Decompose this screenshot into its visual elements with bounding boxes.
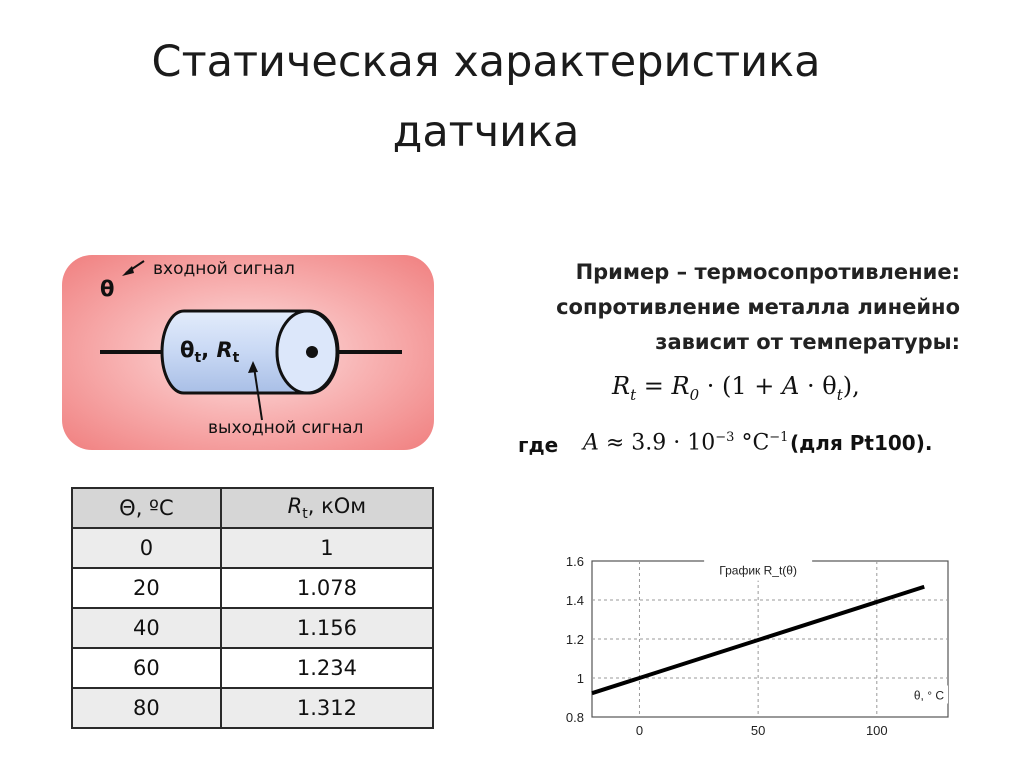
y-tick-label: 1.6: [565, 554, 584, 569]
coefficient-formula: $A \approx 3.9 \cdot 10^{-3}$ $^\circ C^{-1}$: [583, 430, 789, 456]
x-axis-label: θ, ° C: [913, 688, 944, 703]
y-tick-label: 1.4: [565, 593, 584, 608]
slide-title-line2: датчика: [392, 107, 580, 157]
input-signal-label: входной сигнал: [153, 259, 295, 279]
input-symbol: θ: [100, 277, 115, 301]
slide-title-line1: Статическая характеристика: [151, 37, 821, 87]
terminal-dot: [306, 346, 318, 358]
table-row: 20 1.078: [72, 568, 433, 608]
example-text: [556, 255, 960, 360]
example-line2: сопротивление металла линейно: [556, 295, 960, 319]
sensor-diagram: [62, 255, 434, 450]
resistance-chart: [540, 545, 960, 745]
example-line3: зависит от температуры:: [655, 330, 960, 354]
table-row: 60 1.234: [72, 648, 433, 688]
x-tick-label: 50: [750, 723, 766, 738]
table-header-r: $R_t$, кОм: [221, 488, 433, 528]
x-tick-label: 100: [865, 723, 888, 738]
table-row: 80 1.312: [72, 688, 433, 728]
table-row: 40 1.156: [72, 608, 433, 648]
x-tick-label: 0: [635, 723, 644, 738]
output-signal-label: выходной сигнал: [208, 418, 364, 438]
table-header-theta: Θ, ºС: [72, 488, 221, 528]
y-tick-label: 1: [576, 671, 584, 686]
table-row: 0 1: [72, 528, 433, 568]
y-tick-label: 0.8: [565, 710, 584, 725]
where-label: где: [518, 433, 559, 457]
example-line1: Пример – термосопротивление:: [575, 260, 960, 284]
table-header-row: [72, 488, 433, 528]
cylinder-label: $\theta_t$, $R_t$: [180, 338, 240, 367]
chart-title: График R_t(θ): [719, 563, 797, 578]
y-tick-label: 1.2: [565, 632, 584, 647]
pt100-note: (для Pt100).: [790, 431, 933, 455]
resistance-table: [71, 487, 434, 729]
resistance-formula: $R_t = R_0 \cdot (1 + A \cdot \theta_t)$,: [612, 372, 860, 404]
